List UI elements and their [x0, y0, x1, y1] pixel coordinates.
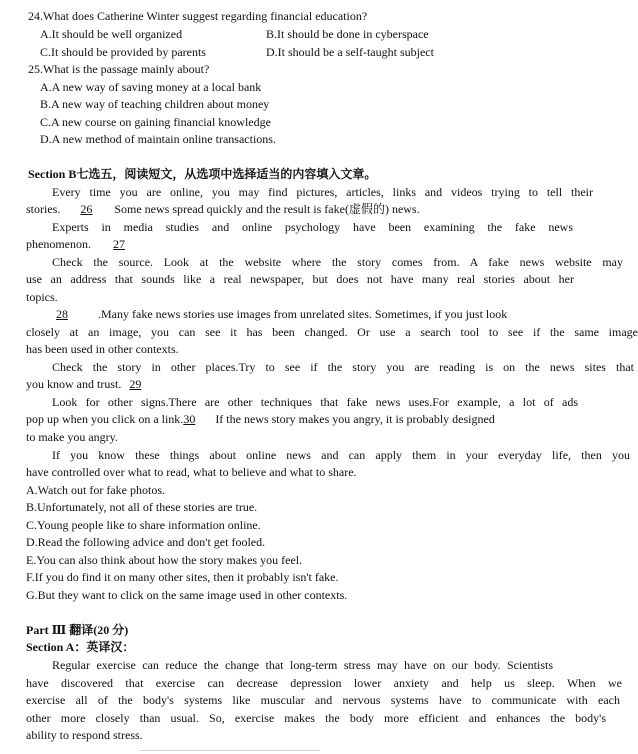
blank-30 [183, 412, 209, 426]
option-g: G.But they want to click on the same image used in other contexts. [26, 588, 348, 602]
passage-line [30, 306, 590, 323]
translation-line: ability to respond stress. [26, 728, 143, 742]
q25-option-a: A.A new way of saving money at a local bank [40, 80, 262, 94]
q24-option-a: A.It should be well organized [40, 27, 183, 41]
blank-number: 27 [113, 237, 125, 251]
blank-26 [60, 202, 114, 216]
blank-number: 26 [80, 202, 93, 216]
q24-option-b: B.It should be done in cyberspace [266, 27, 429, 41]
blank-number: 29 [129, 377, 142, 391]
passage-line [26, 236, 326, 253]
passage-text: phenomenon. [26, 237, 91, 251]
option-b: B.Unfortunately, not all of these stories are true. [26, 500, 258, 514]
blank-number: 28 [56, 307, 68, 321]
passage-text: If the news story makes you angry, it is probably designed [215, 412, 495, 426]
passage-line: have controlled over what to read, what to believe and what to share. [26, 465, 357, 479]
passage-line: has been used in other contexts. [26, 342, 179, 356]
passage-line [26, 411, 616, 428]
translation-line: other more closely than usual. So, exercise makes the body more efficient and enhances the body's [26, 711, 606, 725]
passage-line: Check the story in other places.Try to see if the story you are reading is on the news sites that [52, 360, 634, 374]
passage-line [26, 201, 526, 218]
passage-line: to make you angry. [26, 430, 118, 444]
passage-line: closely at an image, you can see it has been changed. Or use a search tool to see if the same image [26, 325, 638, 339]
q25-stem: 25.What is the passage mainly about? [28, 62, 210, 76]
passage-text: pop up when you click on a link. [26, 412, 184, 426]
passage-line: Look for other signs.There are other techniques that fake news uses.For example, a lot of ads [52, 395, 578, 409]
q25-option-d: D.A new method of maintain online transactions. [40, 132, 276, 146]
q24-option-d: D.It should be a self-taught subject [266, 45, 434, 59]
option-a: A.Watch out for fake photos. [26, 483, 165, 497]
footer-divider [140, 750, 320, 751]
passage-text: Some news spread quickly and the result is fake(虚假的) news. [114, 202, 420, 216]
translation-line: Regular exercise can reduce the change that long-term stress may have on our body. Scientists [52, 658, 553, 672]
section-b-heading: Section B七选五，阅读短文，从选项中选择适当的内容填入文章。 [28, 167, 377, 181]
option-f: F.If you do find it on many other sites, then it probably isn't fake. [26, 570, 339, 584]
passage-text: stories. [26, 202, 61, 216]
passage-text: you know and trust. [26, 377, 122, 391]
passage-line [26, 376, 326, 393]
part-heading: Part Ⅲ 翻译(20 分) [26, 623, 129, 637]
blank-28 [30, 307, 98, 321]
q25-option-b: B.A new way of teaching children about money [40, 97, 270, 111]
q24-stem: 24.What does Catherine Winter suggest regarding financial education? [28, 9, 368, 23]
blank-27 [91, 237, 151, 251]
passage-line: use an address that sounds like a real newspaper, but does not have many real stories about her [26, 272, 574, 286]
passage-line: Every time you are online, you may find pictures, articles, links and videos trying to tell their [52, 185, 593, 199]
option-e: E.You can also think about how the story makes you feel. [26, 553, 303, 567]
option-d: D.Read the following advice and don't get fooled. [26, 535, 266, 549]
blank-29 [121, 377, 165, 391]
passage-line: Experts in media studies and online psychology have been examining the fake news [52, 220, 573, 234]
passage-text: .Many fake news stories use images from unrelated sites. Sometimes, if you just look [98, 307, 508, 321]
passage-line: topics. [26, 290, 58, 304]
q25-option-c: C.A new course on gaining financial knowledge [40, 115, 271, 129]
translation-line: have discovered that exercise can decrease depression lower anxiety and help us sleep. When we [26, 676, 622, 690]
translation-line: exercise all of the body's systems like muscular and nervous systems have to communicate with each [26, 693, 620, 707]
passage-line: Check the source. Look at the website where the story comes from. A fake news website may [52, 255, 623, 269]
blank-number: 30 [183, 412, 196, 426]
section-a-heading: Section A：英译汉： [26, 640, 135, 654]
option-c: C.Young people like to share information online. [26, 518, 261, 532]
q24-option-c: C.It should be provided by parents [40, 45, 206, 59]
passage-line: If you know these things about online news and can apply them in your everyday life, then you [52, 448, 630, 462]
